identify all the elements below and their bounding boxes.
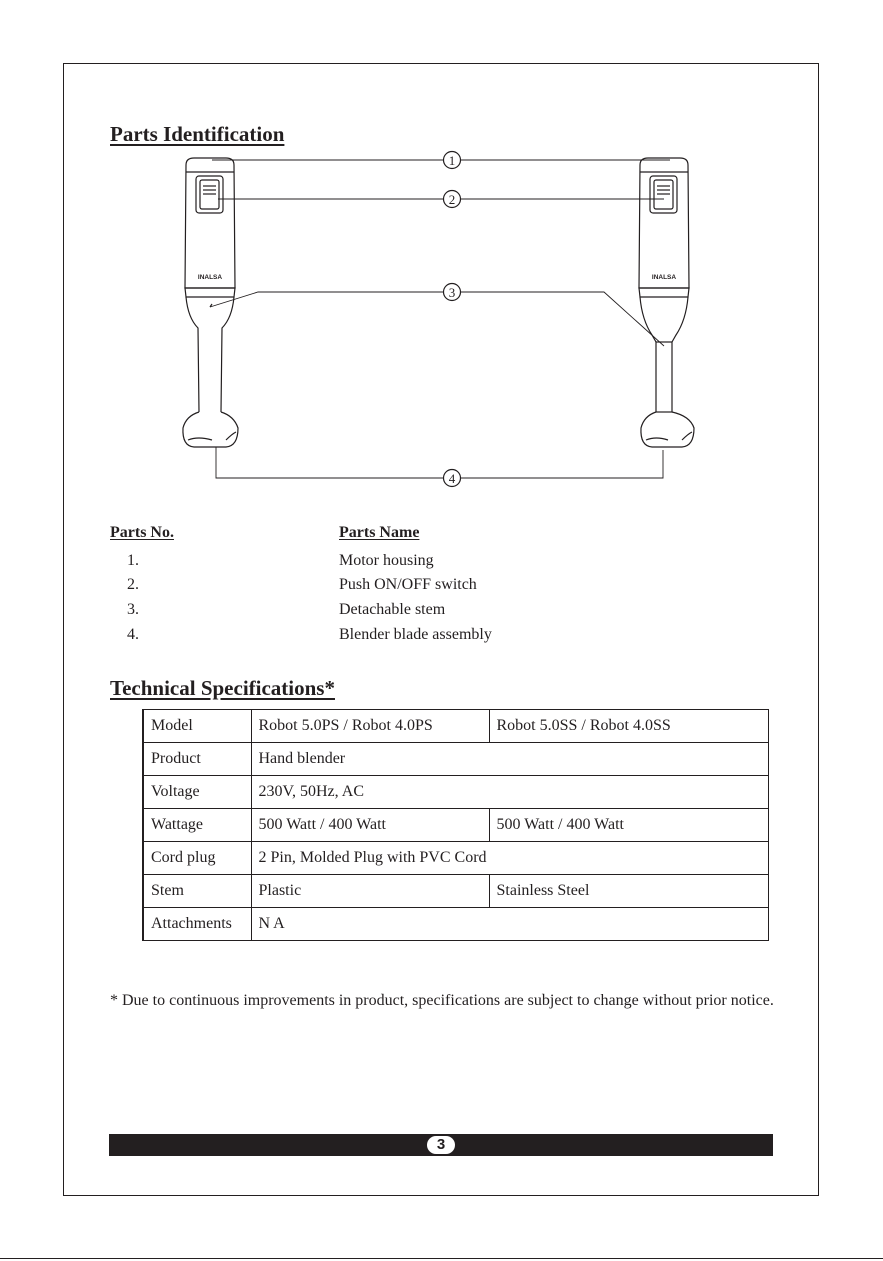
spec-value: N A	[251, 908, 768, 941]
specifications-table	[142, 709, 769, 941]
parts-name-header: Parts Name	[339, 524, 420, 541]
spec-label: Cord plug	[143, 842, 251, 875]
specifications-footnote: * Due to continuous improvements in product, specifications are subject to change without prior notice.	[110, 992, 774, 1009]
hand-blender-parts-diagram	[0, 0, 883, 520]
spec-value: Robot 5.0PS / Robot 4.0PS	[251, 710, 489, 743]
part-number: 4.	[127, 626, 139, 643]
spec-label: Attachments	[143, 908, 251, 941]
right-blade-guard	[641, 412, 694, 447]
page-number: 3	[427, 1136, 455, 1154]
part-name: Detachable stem	[339, 601, 446, 618]
right-motor-housing	[639, 158, 689, 288]
callout-3	[444, 284, 461, 301]
svg-text:4: 4	[448, 471, 456, 486]
spec-label: Stem	[143, 875, 251, 908]
blender-right-illustration	[639, 158, 694, 447]
callout-leader-lines	[210, 160, 670, 478]
spec-value: 230V, 50Hz, AC	[251, 776, 768, 809]
left-blade-guard	[183, 412, 238, 447]
right-stem	[656, 342, 672, 412]
part-number: 1.	[127, 552, 139, 569]
parts-no-header: Parts No.	[110, 524, 174, 541]
parts-identification-heading: Parts Identification	[110, 122, 285, 146]
left-motor-housing	[185, 158, 235, 288]
spec-value: Robot 5.0SS / Robot 4.0SS	[489, 710, 768, 743]
svg-text:3: 3	[448, 285, 456, 300]
svg-text:2: 2	[448, 192, 456, 207]
part-number: 3.	[127, 601, 139, 618]
left-stem	[186, 297, 234, 412]
svg-text:1: 1	[448, 153, 456, 168]
spec-value: Hand blender	[251, 743, 768, 776]
table-row	[143, 842, 768, 875]
page-bottom-rule	[0, 1258, 883, 1259]
table-row	[143, 776, 768, 809]
part-name: Motor housing	[339, 552, 434, 569]
table-row	[143, 809, 768, 842]
spec-value: Plastic	[251, 875, 489, 908]
table-row	[143, 710, 768, 743]
spec-value: 500 Watt / 400 Watt	[251, 809, 489, 842]
table-row	[143, 875, 768, 908]
footer-bar	[109, 1134, 773, 1156]
spec-label: Voltage	[143, 776, 251, 809]
callout-4	[444, 470, 461, 487]
part-number: 2.	[127, 576, 139, 593]
spec-value: 500 Watt / 400 Watt	[489, 809, 768, 842]
table-row	[143, 908, 768, 941]
technical-specifications-heading: Technical Specifications*	[110, 676, 335, 700]
spec-value: 2 Pin, Molded Plug with PVC Cord	[251, 842, 768, 875]
blender-left-illustration	[183, 158, 238, 447]
part-name: Push ON/OFF switch	[339, 576, 477, 593]
spec-value: Stainless Steel	[489, 875, 768, 908]
spec-label: Wattage	[143, 809, 251, 842]
part-name: Blender blade assembly	[339, 626, 492, 643]
callout-2	[444, 191, 461, 208]
spec-label: Product	[143, 743, 251, 776]
spec-label: Model	[143, 710, 251, 743]
table-row	[143, 743, 768, 776]
right-brand-label: INALSA	[651, 274, 677, 281]
left-brand-label: INALSA	[197, 274, 223, 281]
callout-1	[444, 152, 461, 169]
